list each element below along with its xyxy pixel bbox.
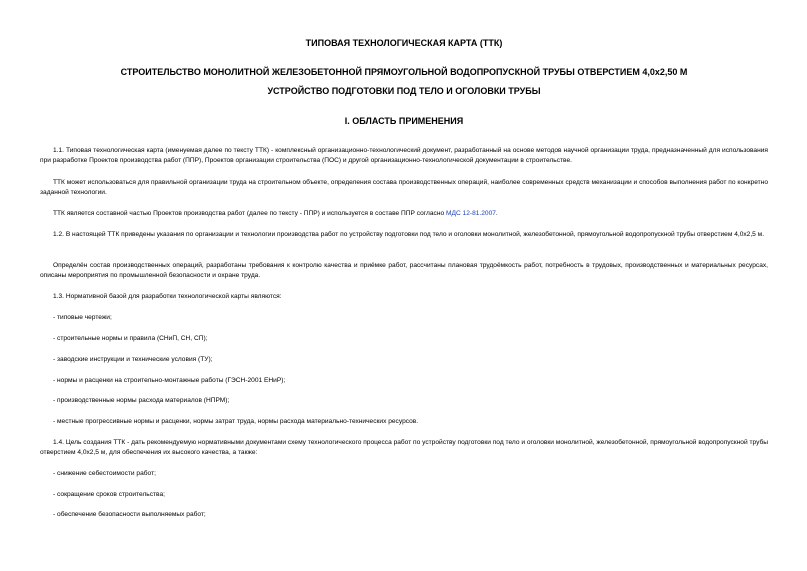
list-item: - заводские инструкции и технические условия (ТУ); <box>53 356 213 363</box>
paragraph-text-end: . <box>495 210 498 217</box>
section-heading: I. ОБЛАСТЬ ПРИМЕНЕНИЯ <box>344 116 464 126</box>
mds-link[interactable]: МДС 12-81.2007 <box>445 210 496 217</box>
paragraph-1-2: 1.2. В настоящей ТТК приведены указания по организации и технологии производства работ по устройству подготовки под тело и оголовки монолитной, железобетонной, прямоугольной водопропускной трубы отверстием 4,0х2,5 м. <box>53 231 765 238</box>
paragraph-1-3: 1.3. Нормативной базой для разработки технологической карты являются: <box>53 293 282 300</box>
list-item: - типовые чертежи; <box>53 314 112 321</box>
paragraph-ttk-usage: ТТК может использоваться для правильной организации труда на строительном объекте, определения состава производственных операций, наиболее современных средств механизации и способов выполнения работ по конкретно заданной технологии. <box>40 179 768 196</box>
paragraph-composition: Определён состав производственных операций, разработаны требования к контролю качества и приёмке работ, рассчитаны плановая трудоёмкость работ, потребность в трудовых, производственных и материальных ресурсах, описаны мероприятия по промышленной безопасности и охране труда. <box>40 262 768 279</box>
document-subtitle-secondary: УСТРОЙСТВО ПОДГОТОВКИ ПОД ТЕЛО И ОГОЛОВКИ ТРУБЫ <box>267 86 541 96</box>
paragraph-1-4: 1.4. Цель создания ТТК - дать рекомендуемую нормативными документами схему технологического процесса работ по устройству подготовки под тело и оголовки монолитной, железобетонной, прямоугольной водопропускной трубы отверстием 4,0х2,5 м, для обеспечения их высокого качества, а также: <box>40 439 768 456</box>
paragraph-ttk-ppr <box>40 209 768 219</box>
list-item: - производственные нормы расхода материалов (НПРМ); <box>53 397 230 404</box>
list-item: - сокращение сроков строительства; <box>53 491 165 498</box>
list-item: - нормы и расценки на строительно-монтажные работы (ГЭСН-2001 ЕНиР); <box>53 377 286 384</box>
document-title: ТИПОВАЯ ТЕХНОЛОГИЧЕСКАЯ КАРТА (ТТК) <box>305 38 503 48</box>
list-item: - местные прогрессивные нормы и расценки, нормы затрат труда, нормы расхода материально-технических ресурсов. <box>53 418 419 425</box>
list-item: - обеспечение безопасности выполняемых работ; <box>53 511 206 518</box>
paragraph-1-1: 1.1. Типовая технологическая карта (именуемая далее по тексту ТТК) - комплексный организационно-технологический документ, разработанный на основе методов научной организации труда, предназначенный для использования при разработке Проектов производства работ (ППР), Проектов организации строительства (ПОС) и другой организационно-технологической документации в строительстве. <box>40 147 768 164</box>
document-subtitle: СТРОИТЕЛЬСТВО МОНОЛИТНОЙ ЖЕЛЕЗОБЕТОННОЙ ПРЯМОУГОЛЬНОЙ ВОДОПРОПУСКНОЙ ТРУБЫ ОТВЕРСТИЕМ 4,0х2,50 М <box>120 67 688 77</box>
paragraph-text: ТТК является составной частью Проектов производства работ (далее по тексту - ППР) и используется в составе ППР согласно <box>53 210 446 217</box>
list-item: - снижение себестоимости работ; <box>53 470 156 477</box>
list-item: - строительные нормы и правила (СНиП, СН, СП); <box>53 335 208 342</box>
